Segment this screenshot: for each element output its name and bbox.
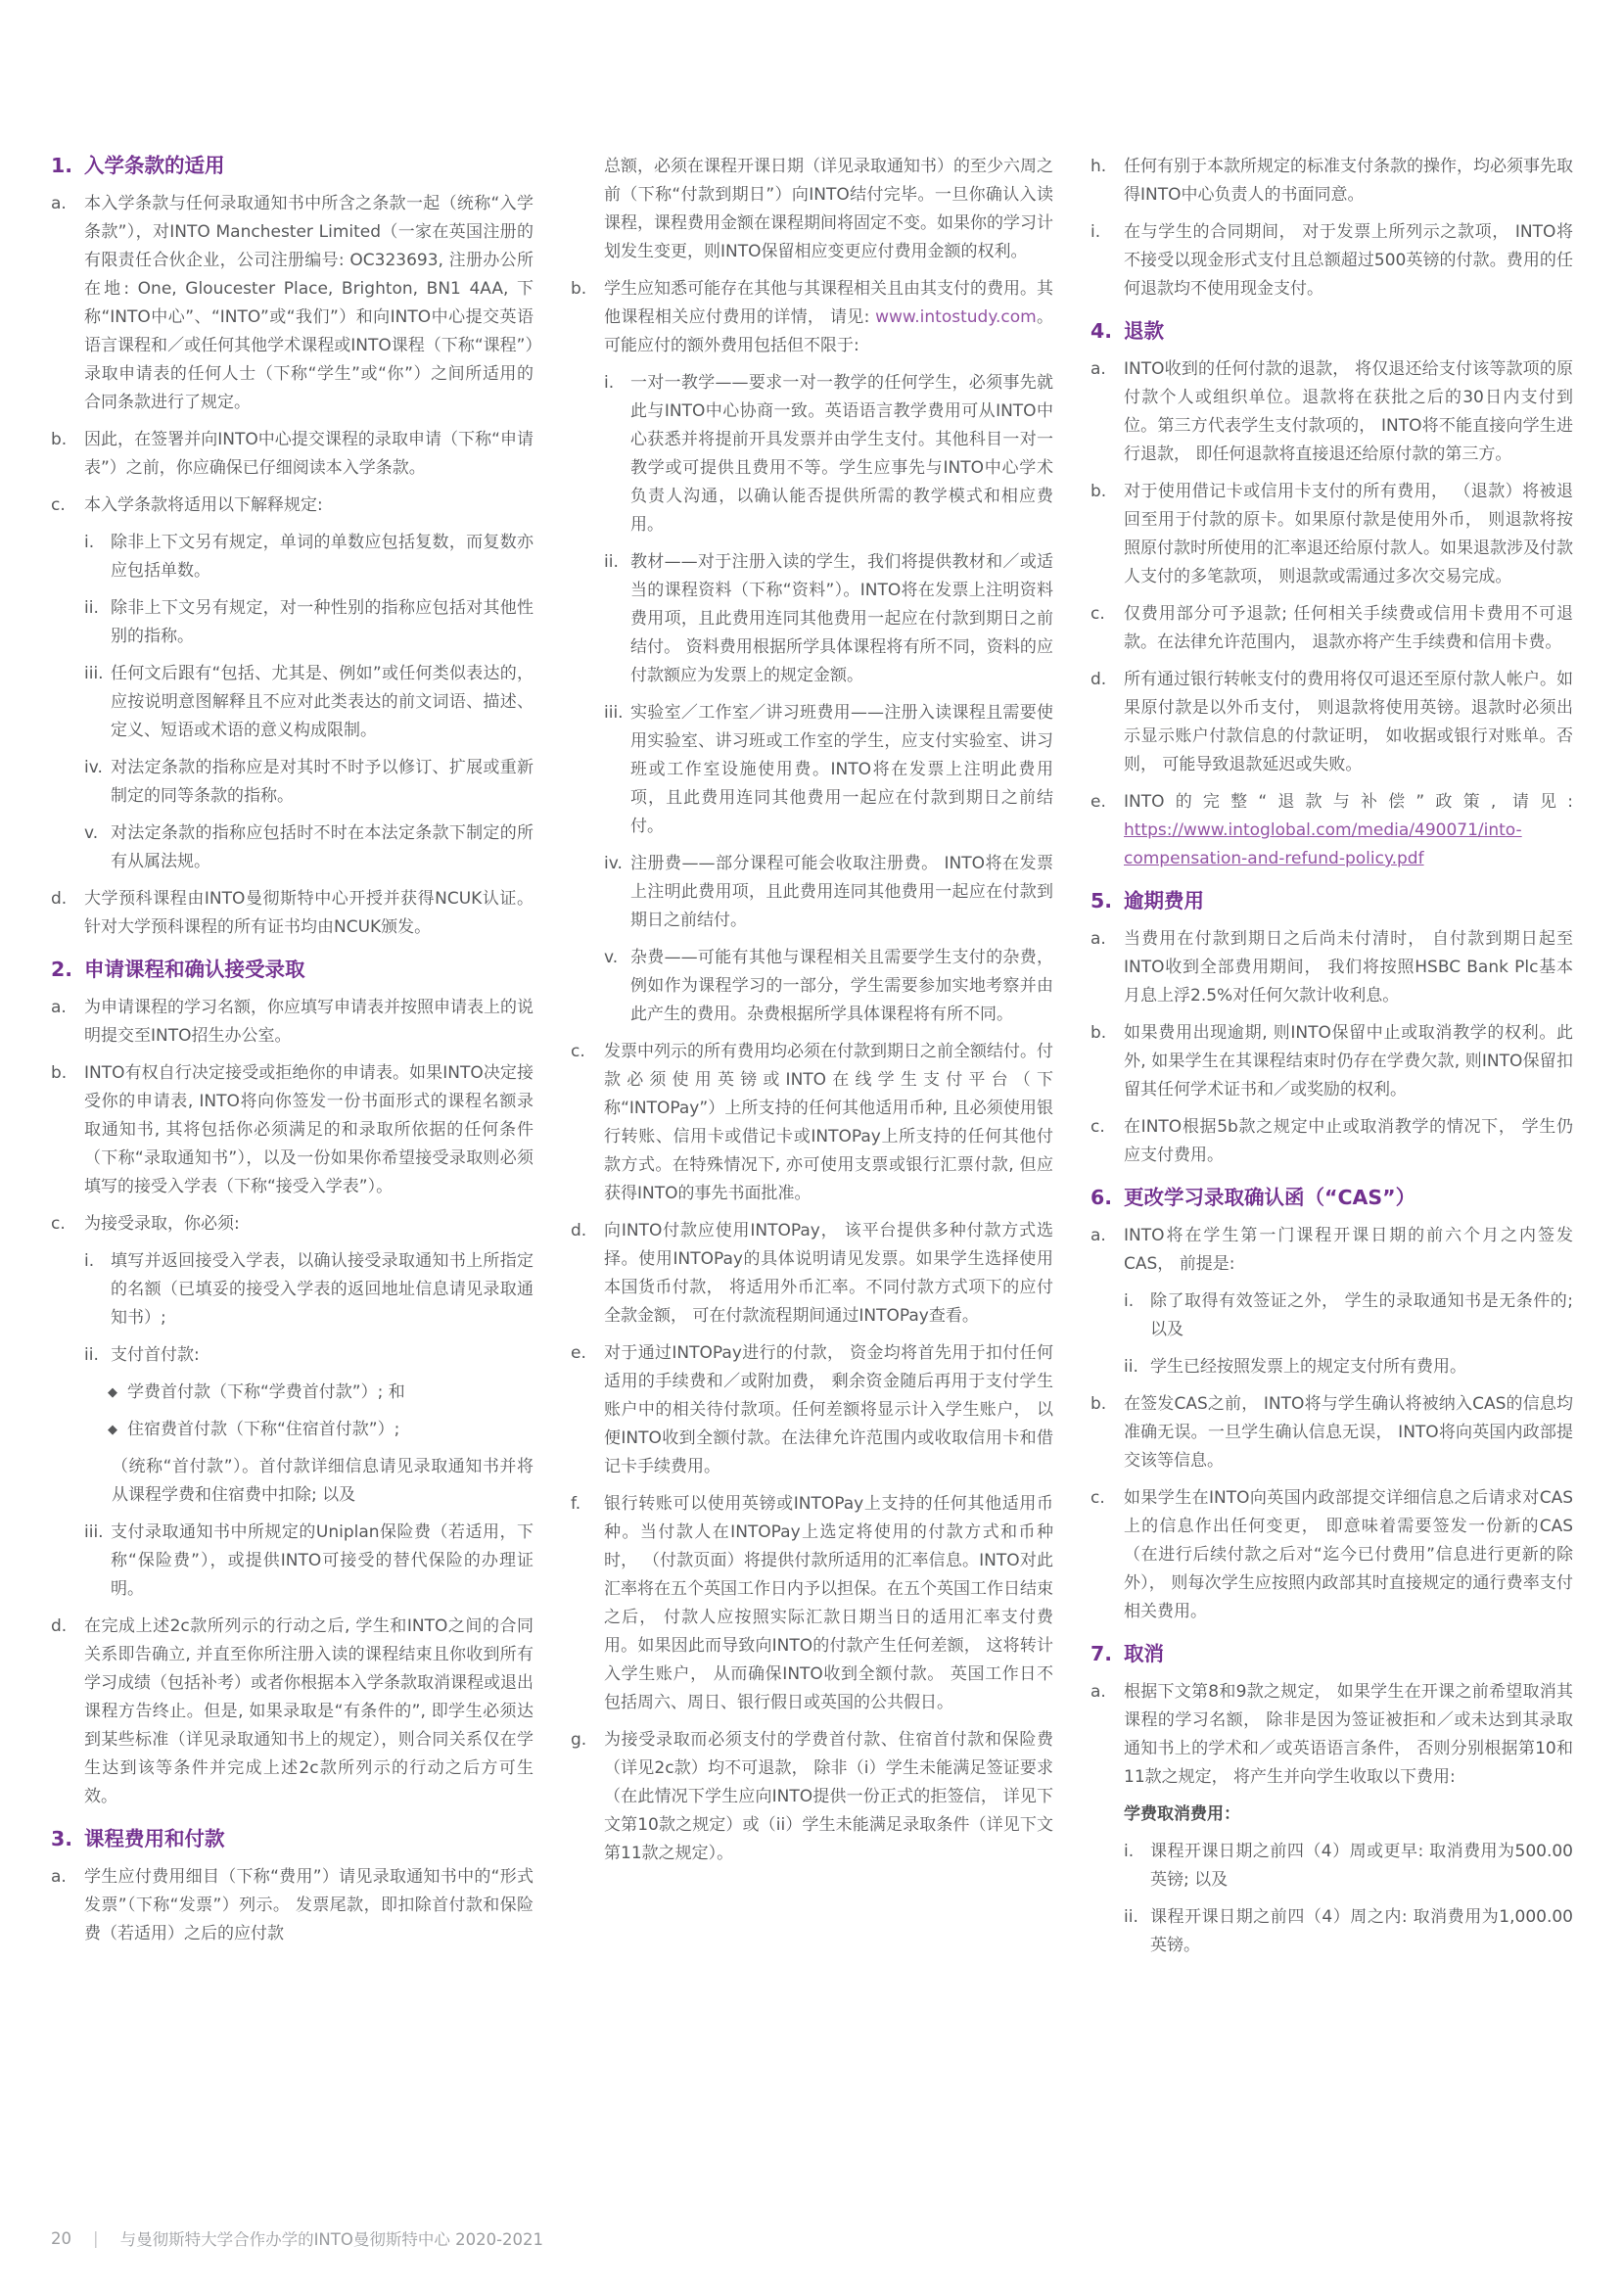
clause-label: b. xyxy=(51,430,68,449)
section-title: 取消 xyxy=(1124,1642,1164,1665)
clause-label: c. xyxy=(51,495,66,515)
column-right xyxy=(1090,153,1573,1969)
clause-item xyxy=(1090,1390,1573,1475)
clause-text: 如果学生在INTO向英国内政部提交详细信息之后请求对CAS上的信息作出任何变更， 即意味着需要签发一份新的CAS（在进行后续付款之后对“迄今已付费用”信息进行更新的除外）， 则每次学生应按照内政部其时直接规定的通行费率支付相关费用。 xyxy=(1124,1488,1573,1621)
clause-subitem xyxy=(1124,1353,1573,1381)
clause-bullet xyxy=(108,1379,534,1407)
clause-body xyxy=(84,426,534,483)
clause-text: 银行转账可以使用英镑或INTOPay上支持的任何其他适用币种。当付款人在INTOPay上选定将使用的付款方式和币种时， （付款页面）将提供付款所适用的汇率信息。INTO对此汇率将在五个英国工作日内予以担保。在五个英国工作日结束之后， 付款人应按照实际汇款日期当日的适用汇率支付费用。如果因此而导致向INTO的付款产生任何差额， 这将转计入学生账户， 从而确保INTO收到全额付款。 英国工作日不包括周六、周日、银行假日或英国的公共假日。 xyxy=(604,1494,1053,1712)
clause-bullet xyxy=(108,1416,534,1444)
clause-text: 本入学条款将适用以下解释规定: xyxy=(84,495,323,515)
clause-text: 填写并返回接受入学表，以确认接受录取通知书上所指定的名额（已填妥的接受入学表的返回地址信息请见录取通知书）; xyxy=(111,1251,534,1328)
clause-item xyxy=(1090,1019,1573,1104)
clause-text: 。可能应付的额外费用包括但不限于: xyxy=(604,307,1053,355)
clause-body xyxy=(1124,1222,1573,1279)
clause-body xyxy=(1124,1678,1573,1792)
clause-label: i. xyxy=(1124,1842,1135,1861)
inline-link[interactable]: https://www.intoglobal.com/media/490071/into-compensation-and-refund-policy.pdf xyxy=(1124,820,1522,868)
clause-subitem xyxy=(84,1519,534,1604)
clause-text: 在完成上述2c款所列示的行动之后, 学生和INTO之间的合同关系即告确立, 并直至你所注册入读的课程结束且你收到所有学习成绩（包括补考）或者你根据本入学条款取消课程或退出课程方告终止。但是, 如果录取是“有条件的”, 即学生必须达到某些标准（详见录取通知书上的规定），则合同关系仅在学生达到该等条件并完成上述2c款所列示的行动之后方可生效。 xyxy=(84,1616,534,1806)
clause-body xyxy=(1124,600,1573,657)
clause-subitem xyxy=(84,594,534,651)
three-column-layout xyxy=(51,153,1573,1969)
clause-subitem xyxy=(604,699,1053,841)
clause-text: 教材——对于注册入读的学生，我们将提供教材和／或适当的课程资料（下称“资料”）。INTO将在发票上注明资料费用项，且此费用连同其他费用一起应在付款到期日之前结付。 资料费用根据所学具体课程将有所不同，资料的应付款额应为发票上的规定金额。 xyxy=(630,552,1053,685)
clause-subitem xyxy=(604,548,1053,690)
clause-subitem xyxy=(604,944,1053,1029)
clause-body xyxy=(111,1519,534,1604)
section-heading xyxy=(1090,888,1573,914)
clause-label: c. xyxy=(1090,1117,1105,1137)
clause-label: i. xyxy=(604,373,615,393)
clause-body xyxy=(604,275,1053,360)
clause-body xyxy=(111,819,534,876)
clause-label: iii. xyxy=(84,664,104,683)
clause-label: a. xyxy=(51,194,67,213)
clause-text: 学费首付款（下称“学费首付款”）; 和 xyxy=(127,1382,405,1402)
clause-body xyxy=(84,491,534,520)
clause-text: 学生应付费用细目（下称“费用”）请见录取通知书中的“形式发票”（下称“发票”）列示。 发票尾款，即扣除首付款和保险费（若适用）之后的应付款 xyxy=(84,1867,534,1943)
clause-label: ii. xyxy=(84,1345,99,1365)
clause-body xyxy=(1124,1113,1573,1170)
clause-label: ii. xyxy=(1124,1907,1138,1927)
clause-text: 任何文后跟有“包括、尤其是、例如”或任何类似表达的，应按说明意图解释且不应对此类表达的前文词语、描述、定义、短语或术语的意义构成限制。 xyxy=(111,664,534,740)
clause-subitem xyxy=(1124,1287,1573,1344)
clause-body xyxy=(1124,788,1573,873)
clause-body xyxy=(604,1217,1053,1331)
clause-item xyxy=(1090,1678,1573,1792)
clause-subitem xyxy=(84,660,534,745)
column-middle xyxy=(571,153,1053,1877)
clause-text: 实验室／工作室／讲习班费用——注册入读课程且需要使用实验室、讲习班或工作室的学生，应支付实验室、讲习班或工作室设施使用费。INTO将在发票上注明此费用项，且此费用连同其他费用一起应在付款到期日之前结付。 xyxy=(630,703,1053,836)
clause-subitem xyxy=(1124,1838,1573,1895)
clause-text: 为申请课程的学习名额，你应填写申请表并按照申请表上的说明提交至INTO招生办公室。 xyxy=(84,998,534,1046)
clause-label: a. xyxy=(1090,359,1106,379)
clause-text: INTO将在学生第一门课程开课日期的前六个月之内签发CAS， 前提是: xyxy=(1124,1226,1573,1274)
clause-text: 在与学生的合同期间， 对于发票上所列示之款项， INTO将不接受以现金形式支付且总额超过500英镑的付款。费用的任何退款均不使用现金支付。 xyxy=(1124,222,1573,299)
continuation-paragraph xyxy=(112,1453,534,1510)
clause-label: a. xyxy=(1090,929,1106,949)
clause-text: 一对一教学——要求一对一教学的任何学生，必须事先就此与INTO中心协商一致。英语语言教学费用可从INTO中心获悉并将提前开具发票并由学生支付。其他科目一对一教学或可提供且费用不等。学生应事先与INTO中心学术负责人沟通，以确认能否提供所需的教学模式和相应费用。 xyxy=(630,373,1053,535)
clause-body xyxy=(84,1863,534,1948)
clause-text: 支付首付款: xyxy=(111,1345,200,1365)
clause-text: 支付录取通知书中所规定的Uniplan保险费（若适用，下称“保险费”），或提供INTO可接受的替代保险的办理证明。 xyxy=(111,1522,534,1599)
clause-item xyxy=(1090,600,1573,657)
clause-label: i. xyxy=(1124,1291,1135,1311)
section-number: 6. xyxy=(1090,1186,1113,1209)
clause-label: ii. xyxy=(1124,1357,1138,1377)
clause-item xyxy=(1090,1113,1573,1170)
clause-body xyxy=(111,660,534,745)
clause-text: 如果费用出现逾期, 则INTO保留中止或取消教学的权利。此外, 如果学生在其课程结束时仍存在学费欠款, 则INTO保留扣留其任何学术证书和／或奖励的权利。 xyxy=(1124,1023,1573,1100)
clause-label: e. xyxy=(1090,792,1106,812)
clause-label: f. xyxy=(571,1494,581,1514)
clause-body xyxy=(1124,355,1573,469)
clause-body xyxy=(1124,153,1573,210)
clause-text: 在INTO根据5b款之规定中止或取消教学的情况下， 学生仍应支付费用。 xyxy=(1124,1117,1573,1165)
clause-text: 当费用在付款到期日之后尚未付清时， 自付款到期日起至INTO收到全部费用期间， 我们将按照HSBC Bank Plc基本月息上浮2.5%对任何欠款计收利息。 xyxy=(1124,929,1573,1006)
clause-label: v. xyxy=(84,823,99,843)
clause-body xyxy=(1124,1484,1573,1626)
clause-text: 大学预科课程由INTO曼彻斯特中心开授并获得NCUK认证。针对大学预科课程的所有证书均由NCUK颁发。 xyxy=(84,889,534,937)
clause-text: 学费取消费用： xyxy=(1124,1804,1240,1824)
clause-item xyxy=(1090,666,1573,779)
clause-body xyxy=(630,850,1053,935)
clause-label: i. xyxy=(84,1251,95,1271)
clause-body xyxy=(604,1339,1053,1481)
section-number: 5. xyxy=(1090,889,1113,913)
clause-body xyxy=(111,594,534,651)
bold-subheading xyxy=(1124,1801,1573,1829)
clause-label: d. xyxy=(51,889,68,909)
clause-body xyxy=(84,1210,534,1239)
clause-text: 总额，必须在课程开课日期（详见录取通知书）的至少六周之前（下称“付款到期日”）向INTO结付完毕。一旦你确认入读课程，课程费用金额在课程期间将固定不变。如果你的学习计划发生变更，则INTO保留相应变更应付费用金额的权利。 xyxy=(604,157,1053,261)
clause-subitem xyxy=(84,754,534,811)
clause-text: 在签发CAS之前， INTO将与学生确认将被纳入CAS的信息均准确无误。一旦学生确认信息无误， INTO将向英国内政部提交该等信息。 xyxy=(1124,1394,1573,1471)
section-number: 4. xyxy=(1090,319,1113,343)
clause-text: 学生已经按照发票上的规定支付所有费用。 xyxy=(1150,1357,1466,1377)
clause-label: a. xyxy=(51,998,67,1017)
clause-label: a. xyxy=(1090,1682,1106,1702)
clause-body xyxy=(1124,925,1573,1010)
clause-subitem xyxy=(84,1341,534,1370)
clause-text: 本入学条款与任何录取通知书中所含之条款一起（统称“入学条款”），对INTO Manchester Limited（一家在英国注册的有限责任合伙企业，公司注册编号: OC323693, 注册办公所在地: One, Gloucester Place, Brighton, BN1 4AA, 下称“INTO中心”、“INTO”或“我们”）和向INTO中心提交英语语言课程和／或任何其他学术课程或INTO课程（下称“课程”）录取申请表的任何人士（下称“学生”或“你”）之间所适用的合同条款进行了规定。 xyxy=(84,194,534,412)
clause-subitem xyxy=(604,850,1053,935)
clause-text: 所有通过银行转帐支付的费用将仅可退还至原付款人帐户。如果原付款是以外币支付， 则退款将使用英镑。退款时必须出示显示账户付款信息的付款证明， 如收据或银行对账单。否则， 可能导致退款延迟或失败。 xyxy=(1124,670,1573,774)
clause-item xyxy=(51,1210,534,1239)
clause-body xyxy=(630,699,1053,841)
clause-body xyxy=(84,190,534,417)
clause-subitem xyxy=(604,369,1053,539)
footer-divider: | xyxy=(93,2228,99,2248)
clause-text: 对于通过INTOPay进行的付款， 资金均将首先用于扣付任何适用的手续费和／或附加费， 剩余资金随后再用于支付学生账户中的相关待付款项。任何差额将显示计入学生账户， 以便INTO收到全额付款。在法律允许范围内或收取信用卡和借记卡手续费用。 xyxy=(604,1343,1053,1476)
clause-body xyxy=(630,548,1053,690)
clause-text: 对法定条款的指称应包括时不时在本法定条款下制定的所有从属法规。 xyxy=(111,823,534,871)
section-heading xyxy=(1090,1641,1573,1667)
section-title: 申请课程和确认接受录取 xyxy=(84,958,305,981)
clause-label: c. xyxy=(51,1214,66,1234)
clause-label: iv. xyxy=(604,854,623,873)
clause-text: 对于使用借记卡或信用卡支付的所有费用， （退款）将被退回至用于付款的原卡。如果原付款是使用外币， 则退款将按照原付款时所使用的汇率退还给原付款人。如果退款涉及付款人支付的多笔款项， 则退款或需通过多次交易完成。 xyxy=(1124,482,1573,586)
clause-body xyxy=(630,369,1053,539)
clause-item xyxy=(571,275,1053,360)
clause-label: b. xyxy=(1090,482,1107,501)
clause-label: g. xyxy=(571,1730,587,1750)
clause-body xyxy=(111,754,534,811)
clause-text: 注册费——部分课程可能会收取注册费。 INTO将在发票上注明此费用项，且此费用连同其他费用一起应在付款到期日之前结付。 xyxy=(630,854,1053,930)
clause-body xyxy=(604,1726,1053,1868)
section-heading xyxy=(1090,1185,1573,1211)
clause-label: d. xyxy=(1090,670,1107,689)
clause-item xyxy=(1090,153,1573,210)
clause-text: （统称“首付款”）。首付款详细信息请见录取通知书并将从课程学费和住宿费中扣除; 以及 xyxy=(112,1457,534,1505)
clause-body xyxy=(84,885,534,942)
clause-text: 学生应知悉可能存在其他与其课程相关且由其支付的费用。其他课程相关应付费用的详情， 请见: xyxy=(604,279,1053,327)
section-title: 退款 xyxy=(1124,319,1164,343)
clause-item xyxy=(1090,1484,1573,1626)
clause-label: iv. xyxy=(84,758,103,777)
clause-body xyxy=(127,1416,534,1444)
clause-item xyxy=(571,1726,1053,1868)
clause-label: v. xyxy=(604,948,619,967)
bullet-marker: ◆ xyxy=(108,1423,117,1437)
section-heading xyxy=(51,957,534,983)
clause-label: iii. xyxy=(604,703,624,723)
clause-item xyxy=(51,491,534,520)
page-number: 20 xyxy=(51,2228,71,2248)
section-number: 3. xyxy=(51,1827,73,1850)
clause-body xyxy=(84,1613,534,1811)
clause-item xyxy=(1090,788,1573,873)
bullet-marker: ◆ xyxy=(108,1385,117,1400)
clause-item xyxy=(571,1038,1053,1208)
clause-text: 发票中列示的所有费用均必须在付款到期日之前全额结付。付款必须使用英镑或INTO在线学生支付平台（下称“INTOPay”）上所支持的任何其他适用币种, 且必须使用银行转账、信用卡或借记卡或INTOPay上所支持的任何其他付款方式。在特殊情况下, 亦可使用支票或银行汇票付款, 但应获得INTO的事先书面批准。 xyxy=(604,1042,1053,1203)
clause-item xyxy=(51,1613,534,1811)
clause-label: iii. xyxy=(84,1522,104,1542)
clause-text: 为接受录取，你必须: xyxy=(84,1214,240,1234)
clause-body xyxy=(1150,1903,1573,1960)
clause-body xyxy=(1150,1353,1573,1381)
clause-text: 根据下文第8和9款之规定， 如果学生在开课之前希望取消其课程的学习名额， 除非是因为签证被拒和／或未达到其录取通知书上的学术和／或英语语言条件， 否则分别根据第10和11款之规定， 将产生并向学生收取以下费用: xyxy=(1124,1682,1573,1787)
clause-body xyxy=(1150,1287,1573,1344)
clause-label: b. xyxy=(51,1063,68,1083)
clause-label: c. xyxy=(1090,1488,1105,1508)
clause-subitem xyxy=(84,1247,534,1333)
clause-text: INTO的完整“退款与补偿”政策, 请见: xyxy=(1124,792,1573,812)
clause-body xyxy=(111,529,534,585)
clause-item xyxy=(1090,218,1573,304)
clause-item xyxy=(51,190,534,417)
clause-text: 对法定条款的指称应是对其时不时予以修订、扩展或重新制定的同等条款的指称。 xyxy=(111,758,534,806)
clause-label: e. xyxy=(571,1343,586,1363)
continuation-paragraph xyxy=(604,153,1053,266)
clause-label: b. xyxy=(1090,1394,1107,1414)
clause-item xyxy=(571,1217,1053,1331)
section-heading xyxy=(51,1826,534,1852)
clause-label: ii. xyxy=(604,552,619,572)
clause-item xyxy=(1090,478,1573,591)
clause-item xyxy=(571,1490,1053,1717)
clause-label: c. xyxy=(1090,604,1105,624)
clause-text: 仅费用部分可予退款; 任何相关手续费或信用卡费用不可退款。在法律允许范围内， 退款亦将产生手续费和信用卡费。 xyxy=(1124,604,1573,652)
clause-body xyxy=(127,1379,534,1407)
clause-label: h. xyxy=(1090,157,1107,176)
clause-item xyxy=(1090,1222,1573,1279)
clause-text: 因此，在签署并向INTO中心提交课程的录取申请（下称“申请表”）之前，你应确保已仔细阅读本入学条款。 xyxy=(84,430,534,478)
clause-text: 任何有别于本款所规定的标准支付条款的操作，均必须事先取得INTO中心负责人的书面同意。 xyxy=(1124,157,1573,205)
clause-body xyxy=(1124,1019,1573,1104)
clause-label: ii. xyxy=(84,598,99,618)
clause-label: b. xyxy=(1090,1023,1107,1043)
clause-label: c. xyxy=(571,1042,585,1061)
clause-body xyxy=(84,994,534,1051)
clause-item xyxy=(51,426,534,483)
section-number: 2. xyxy=(51,958,73,981)
clause-body xyxy=(630,944,1053,1029)
clause-subitem xyxy=(84,529,534,585)
clause-item xyxy=(1090,925,1573,1010)
page-footer xyxy=(51,2226,543,2250)
clause-text: 除非上下文另有规定，单词的单数应包括复数，而复数亦应包括单数。 xyxy=(111,533,534,581)
clause-body xyxy=(111,1247,534,1333)
clause-body xyxy=(604,1038,1053,1208)
section-title: 入学条款的适用 xyxy=(84,154,225,177)
clause-body xyxy=(1124,218,1573,304)
clause-body xyxy=(604,1490,1053,1717)
clause-text: 为接受录取而必须支付的学费首付款、住宿首付款和保险费（详见2c款）均不可退款， 除非（i）学生未能满足签证要求（在此情况下学生应向INTO提供一份正式的拒签信， 详见下文第10款之规定）或（ii）学生未能满足录取条件（详见下文第11款之规定）。 xyxy=(604,1730,1053,1863)
clause-text: INTO有权自行决定接受或拒绝你的申请表。如果INTO决定接受你的申请表, INTO将向你签发一份书面形式的课程名额录取通知书, 其将包括你必须满足的和录取所依据的任何条件（下称“录取通知书”），以及一份如果你希望接受录取则必须填写的接受入学表（下称“接受入学表”）。 xyxy=(84,1063,534,1196)
clause-label: d. xyxy=(571,1221,587,1240)
clause-text: 向INTO付款应使用INTOPay， 该平台提供多种付款方式选择。使用INTOPay的具体说明请见发票。如果学生选择使用本国货币付款， 将适用外币汇率。不同付款方式项下的应付全款金额， 可在付款流程期间通过INTOPay查看。 xyxy=(604,1221,1053,1326)
clause-label: a. xyxy=(51,1867,67,1887)
clause-subitem xyxy=(1124,1903,1573,1960)
inline-link[interactable]: www.intostudy.com xyxy=(875,307,1037,327)
clause-text: 杂费——可能有其他与课程相关且需要学生支付的杂费，例如作为课程学习的一部分，学生需要参加实地考察并由此产生的费用。杂费根据所学具体课程将有所不同。 xyxy=(630,948,1053,1024)
clause-text: 除了取得有效签证之外， 学生的录取通知书是无条件的; 以及 xyxy=(1150,1291,1573,1339)
clause-label: i. xyxy=(1090,222,1101,242)
section-number: 7. xyxy=(1090,1642,1113,1665)
clause-body xyxy=(111,1341,534,1370)
clause-item xyxy=(51,994,534,1051)
clause-item xyxy=(51,1059,534,1201)
column-left xyxy=(51,153,534,1957)
clause-body xyxy=(1124,478,1573,591)
section-heading xyxy=(1090,318,1573,345)
section-number: 1. xyxy=(51,154,73,177)
footer-text: 与曼彻斯特大学合作办学的INTO曼彻斯特中心 2020-2021 xyxy=(119,2230,544,2249)
section-heading xyxy=(51,153,534,179)
clause-text: INTO收到的任何付款的退款， 将仅退还给支付该等款项的原付款个人或组织单位。退款将在获批之后的30日内支付到位。第三方代表学生支付款项的， INTO将不能直接向学生进行退款， 即任何退款将直接退还给原付款的第三方。 xyxy=(1124,359,1573,464)
clause-item xyxy=(1090,355,1573,469)
clause-text: 课程开课日期之前四（4）周或更早: 取消费用为500.00英镑; 以及 xyxy=(1150,1842,1573,1890)
section-title: 课程费用和付款 xyxy=(84,1827,225,1850)
clause-body xyxy=(1124,666,1573,779)
clause-text: 课程开课日期之前四（4）周之内: 取消费用为1,000.00英镑。 xyxy=(1150,1907,1573,1955)
clause-body xyxy=(1124,1390,1573,1475)
clause-label: d. xyxy=(51,1616,68,1636)
clause-subitem xyxy=(84,819,534,876)
clause-item xyxy=(571,1339,1053,1481)
clause-label: b. xyxy=(571,279,587,299)
clause-body xyxy=(1150,1838,1573,1895)
clause-label: a. xyxy=(1090,1226,1106,1245)
clause-body xyxy=(84,1059,534,1201)
section-title: 更改学习录取确认函（“CAS”） xyxy=(1124,1186,1416,1209)
clause-item xyxy=(51,885,534,942)
clause-label: i. xyxy=(84,533,95,552)
clause-text: 除非上下文另有规定，对一种性别的指称应包括对其他性别的指称。 xyxy=(111,598,534,646)
clause-text: 住宿费首付款（下称“住宿首付款”）; xyxy=(127,1420,400,1439)
section-title: 逾期费用 xyxy=(1124,889,1204,913)
clause-item xyxy=(51,1863,534,1948)
